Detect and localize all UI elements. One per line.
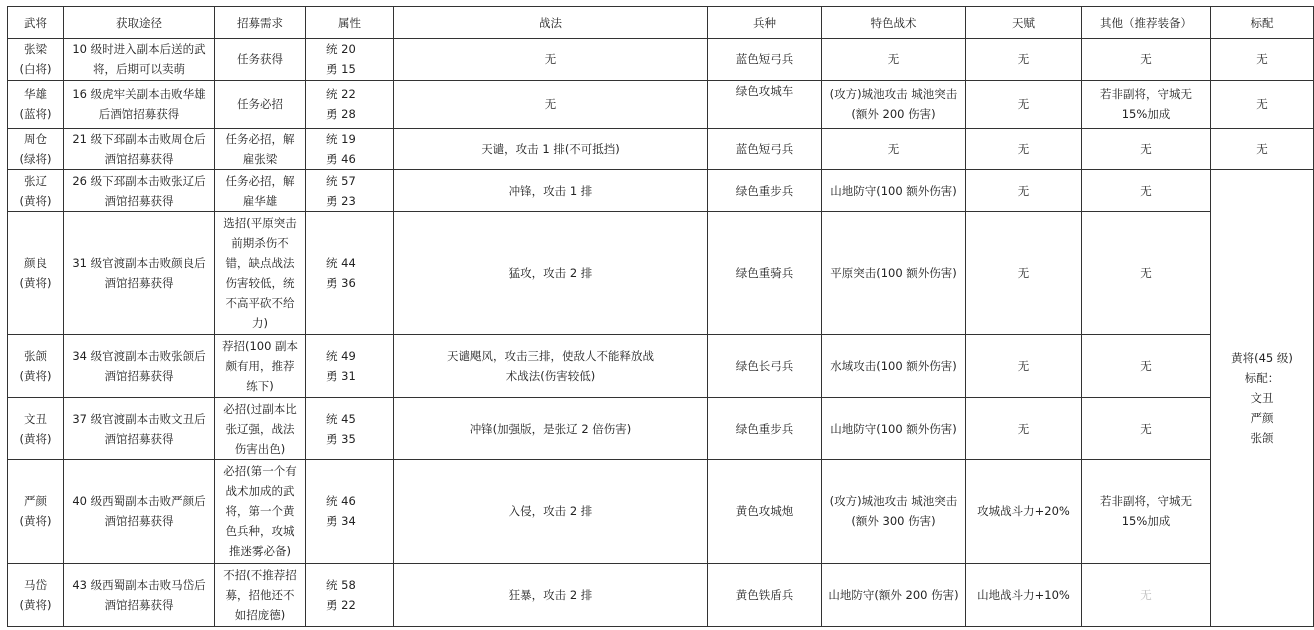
tactic-cell: 冲锋，攻击 1 排 <box>394 170 708 212</box>
recruit-cell: 任务必招 <box>215 80 306 128</box>
header-attr: 属性 <box>306 7 394 39</box>
tactic-cell: 冲锋(加强版，是张辽 2 倍伤害) <box>394 398 708 460</box>
special-cell: 山地防守(额外 200 伤害) <box>822 563 966 626</box>
attr-cell: 统 45 勇 35 <box>306 398 394 460</box>
troop-cell: 黄色攻城炮 <box>708 460 822 564</box>
header-recruit: 招募需求 <box>215 7 306 39</box>
special-cell: 山地防守(100 额外伤害) <box>822 170 966 212</box>
header-talent: 天赋 <box>966 7 1082 39</box>
obtain-cell: 43 级西蜀副本击败马岱后 酒馆招募获得 <box>64 563 215 626</box>
standard-cell: 无 <box>1211 128 1314 170</box>
recruit-cell: 任务获得 <box>215 39 306 81</box>
tactic-cell: 天谴，攻击 1 排(不可抵挡) <box>394 128 708 170</box>
table-row <box>8 335 1314 398</box>
troop-cell: 绿色重步兵 <box>708 170 822 212</box>
tactic-cell: 入侵，攻击 2 排 <box>394 460 708 564</box>
special-cell: 水域攻击(100 额外伤害) <box>822 335 966 398</box>
header-special: 特色战术 <box>822 7 966 39</box>
recruit-cell: 选招(平原突击 前期杀伤不 错，缺点战法 伤害较低，统 不高平砍不给 力) <box>215 211 306 334</box>
attr-cell: 统 49 勇 31 <box>306 335 394 398</box>
general-cell: 华雄 (蓝将) <box>8 80 64 128</box>
recruit-cell: 任务必招，解 雇张梁 <box>215 128 306 170</box>
obtain-cell: 34 级官渡副本击败张颌后 酒馆招募获得 <box>64 335 215 398</box>
attr-cell: 统 44 勇 36 <box>306 211 394 334</box>
other-cell: 无 <box>1082 335 1211 398</box>
general-cell: 严颜 (黄将) <box>8 460 64 564</box>
header-row <box>8 7 1314 39</box>
troop-cell: 绿色重步兵 <box>708 398 822 460</box>
other-cell: 若非副将，守城无 15%加成 <box>1082 80 1211 128</box>
table-row <box>8 128 1314 170</box>
header-obtain: 获取途径 <box>64 7 215 39</box>
general-cell: 颜良 (黄将) <box>8 211 64 334</box>
general-cell: 文丑 (黄将) <box>8 398 64 460</box>
obtain-cell: 10 级时进入副本后送的武 将，后期可以卖萌 <box>64 39 215 81</box>
talent-cell: 无 <box>966 170 1082 212</box>
obtain-cell: 16 级虎牢关副本击败华雄 后酒馆招募获得 <box>64 80 215 128</box>
special-cell: (攻方)城池攻击 城池突击 (额外 300 伤害) <box>822 460 966 564</box>
table-row <box>8 170 1314 212</box>
attr-cell: 统 22 勇 28 <box>306 80 394 128</box>
obtain-cell: 40 级西蜀副本击败严颜后 酒馆招募获得 <box>64 460 215 564</box>
table-row <box>8 563 1314 626</box>
special-cell: 平原突击(100 额外伤害) <box>822 211 966 334</box>
attr-cell: 统 58 勇 22 <box>306 563 394 626</box>
recruit-cell: 必招(第一个有 战术加成的武 将，第一个黄 色兵种，攻城 推迷雾必备) <box>215 460 306 564</box>
talent-cell: 无 <box>966 128 1082 170</box>
header-general: 武将 <box>8 7 64 39</box>
other-cell: 无 <box>1082 398 1211 460</box>
attr-cell: 统 19 勇 46 <box>306 128 394 170</box>
header-standard: 标配 <box>1211 7 1314 39</box>
tactic-cell: 狂暴，攻击 2 排 <box>394 563 708 626</box>
troop-cell: 蓝色短弓兵 <box>708 39 822 81</box>
talent-cell: 无 <box>966 39 1082 81</box>
recruit-cell: 荐招(100 副本 颇有用，推荐 练下) <box>215 335 306 398</box>
other-cell: 无 <box>1082 563 1211 626</box>
general-cell: 张辽 (黄将) <box>8 170 64 212</box>
recruit-cell: 不招(不推荐招 募，招他还不 如招庞德) <box>215 563 306 626</box>
table-row <box>8 80 1314 128</box>
talent-cell: 无 <box>966 211 1082 334</box>
other-cell: 若非副将，守城无 15%加成 <box>1082 460 1211 564</box>
special-cell: 无 <box>822 128 966 170</box>
general-cell: 马岱 (黄将) <box>8 563 64 626</box>
special-cell: 无 <box>822 39 966 81</box>
standard-cell: 无 <box>1211 39 1314 81</box>
obtain-cell: 37 级官渡副本击败文丑后 酒馆招募获得 <box>64 398 215 460</box>
attr-cell: 统 20 勇 15 <box>306 39 394 81</box>
tactic-cell: 猛攻，攻击 2 排 <box>394 211 708 334</box>
troop-cell: 绿色攻城车 <box>708 80 822 128</box>
other-cell: 无 <box>1082 170 1211 212</box>
troop-cell: 黄色铁盾兵 <box>708 563 822 626</box>
troop-cell: 绿色长弓兵 <box>708 335 822 398</box>
other-cell: 无 <box>1082 128 1211 170</box>
special-cell: (攻方)城池攻击 城池突击 (额外 200 伤害) <box>822 80 966 128</box>
obtain-cell: 31 级官渡副本击败颜良后 酒馆招募获得 <box>64 211 215 334</box>
general-cell: 张梁 (白将) <box>8 39 64 81</box>
header-other: 其他（推荐装备） <box>1082 7 1211 39</box>
general-cell: 周仓 (绿将) <box>8 128 64 170</box>
standard-cell: 无 <box>1211 80 1314 128</box>
talent-cell: 无 <box>966 398 1082 460</box>
other-cell: 无 <box>1082 211 1211 334</box>
troop-cell: 绿色重骑兵 <box>708 211 822 334</box>
recruit-cell: 任务必招，解 雇华雄 <box>215 170 306 212</box>
generals-table <box>7 6 1314 627</box>
attr-cell: 统 57 勇 23 <box>306 170 394 212</box>
talent-cell: 攻城战斗力+20% <box>966 460 1082 564</box>
obtain-cell: 21 级下邳副本击败周仓后 酒馆招募获得 <box>64 128 215 170</box>
general-cell: 张颌 (黄将) <box>8 335 64 398</box>
talent-cell: 无 <box>966 80 1082 128</box>
table-row <box>8 211 1314 334</box>
table-row <box>8 39 1314 81</box>
tactic-cell: 天谴飓风，攻击三排，使敌人不能释放战 术战法(伤害较低) <box>394 335 708 398</box>
troop-cell: 蓝色短弓兵 <box>708 128 822 170</box>
special-cell: 山地防守(100 额外伤害) <box>822 398 966 460</box>
header-troop: 兵种 <box>708 7 822 39</box>
other-cell: 无 <box>1082 39 1211 81</box>
tactic-cell: 无 <box>394 80 708 128</box>
obtain-cell: 26 级下邳副本击败张辽后 酒馆招募获得 <box>64 170 215 212</box>
talent-cell: 山地战斗力+10% <box>966 563 1082 626</box>
tactic-cell: 无 <box>394 39 708 81</box>
attr-cell: 统 46 勇 34 <box>306 460 394 564</box>
standard-merged-cell: 黄将(45 级) 标配： 文丑 严颜 张颌 <box>1211 170 1314 627</box>
header-tactic: 战法 <box>394 7 708 39</box>
recruit-cell: 必招(过副本比 张辽强，战法 伤害出色) <box>215 398 306 460</box>
talent-cell: 无 <box>966 335 1082 398</box>
table-row <box>8 398 1314 460</box>
table-row <box>8 460 1314 564</box>
